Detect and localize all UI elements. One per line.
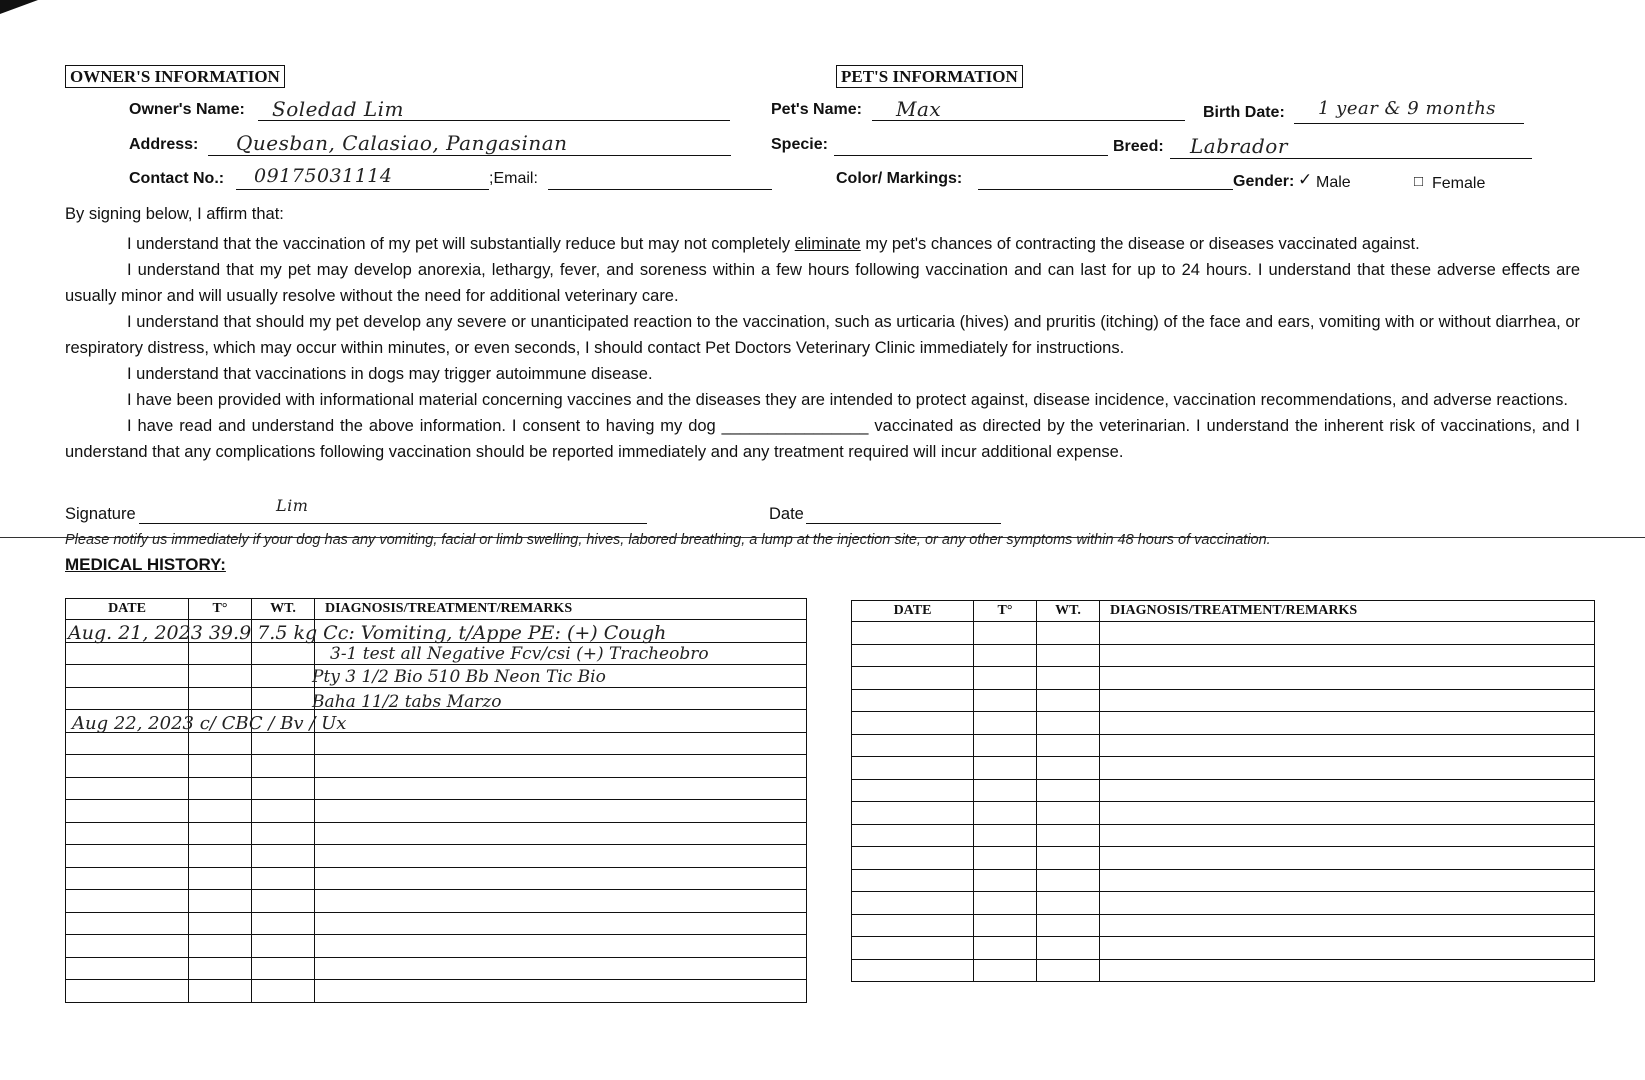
table-row (66, 890, 807, 913)
birth-date-line (1294, 123, 1524, 124)
table-cell (1100, 824, 1595, 847)
table-row (66, 980, 807, 1003)
table-cell (1037, 847, 1100, 870)
table-cell (252, 777, 315, 800)
column-header-weight: WT. (252, 599, 315, 620)
color-markings-line (978, 189, 1233, 190)
table-cell (852, 779, 974, 802)
medical-entry: Pty 3 1/2 Bio 510 Bb Neon Tic Bio (312, 667, 606, 687)
table-cell (852, 712, 974, 735)
table-cell (852, 667, 974, 690)
table-cell (252, 755, 315, 778)
table-cell (189, 687, 252, 710)
gender-female-checkbox[interactable]: □ (1414, 173, 1424, 190)
email-label: ;Email: (489, 170, 538, 187)
table-cell (66, 732, 189, 755)
scan-corner-mark (0, 0, 38, 14)
table-cell (315, 935, 807, 958)
table-cell (66, 980, 189, 1003)
table-cell (1037, 914, 1100, 937)
table-cell (1037, 667, 1100, 690)
table-cell (315, 822, 807, 845)
table-cell (852, 689, 974, 712)
table-cell (189, 777, 252, 800)
table-cell (252, 687, 315, 710)
table-cell (1100, 779, 1595, 802)
owner-info-heading: OWNER'S INFORMATION (65, 65, 285, 88)
consent-p4: I understand that vaccinations in dogs may trigger autoimmune disease. (127, 365, 653, 383)
consent-p3: I understand that should my pet develop any severe or unanticipated reaction to the vaccination, such as urticaria (hives) and pruritis (itching) of the face and ears, vomiting with or without diarrhea, or respiratory distress, which may occur within minutes, or even seconds, I should contact Pet Doctors Veterinary Clinic immediately for instructions. (65, 313, 1580, 357)
table-row (852, 712, 1595, 735)
table-cell (974, 847, 1037, 870)
contact-line (236, 189, 489, 190)
table-cell (1037, 892, 1100, 915)
table-cell (315, 867, 807, 890)
table-row (66, 957, 807, 980)
consent-intro: By signing below, I affirm that: (65, 205, 284, 223)
table-cell (852, 622, 974, 645)
table-row (852, 689, 1595, 712)
address-line (208, 155, 731, 156)
contact-value: 09175031114 (254, 165, 393, 187)
column-header-date: DATE (852, 601, 974, 622)
table-row (66, 845, 807, 868)
table-cell (974, 667, 1037, 690)
breed-label: Breed: (1113, 138, 1164, 155)
table-cell (1100, 802, 1595, 825)
table-cell (974, 892, 1037, 915)
table-row (66, 935, 807, 958)
table-row (66, 755, 807, 778)
table-cell (252, 800, 315, 823)
table-cell (189, 732, 252, 755)
table-cell (315, 890, 807, 913)
table-cell (1037, 734, 1100, 757)
column-header-diagnosis: DIAGNOSIS/TREATMENT/REMARKS (1100, 601, 1595, 622)
table-cell (1100, 892, 1595, 915)
table-cell (974, 734, 1037, 757)
table-cell (252, 912, 315, 935)
table-row (66, 867, 807, 890)
gender-male-label: Male (1316, 174, 1351, 191)
table-cell (1037, 757, 1100, 780)
column-header-date: DATE (66, 599, 189, 620)
table-cell (252, 845, 315, 868)
table-cell (974, 937, 1037, 960)
gender-female-label: Female (1432, 175, 1486, 192)
table-cell (1100, 914, 1595, 937)
medical-history-title: MEDICAL HISTORY: (65, 555, 226, 574)
column-header-weight: WT. (1037, 601, 1100, 622)
breed-line (1170, 158, 1532, 159)
gender-male-checkbox[interactable]: ✓ (1298, 170, 1313, 189)
table-cell (189, 980, 252, 1003)
table-cell (66, 665, 189, 688)
table-row (66, 800, 807, 823)
table-cell (1037, 937, 1100, 960)
table-cell (66, 890, 189, 913)
consent-p2: I understand that my pet may develop anorexia, lethargy, fever, and soreness within a few hours following vaccination and can last for up to 24 hours. I understand that these adverse effects are usually minor and will usually resolve without the need for additional veterinary care. (65, 261, 1580, 305)
column-header-temp: T° (189, 599, 252, 620)
table-cell (1037, 644, 1100, 667)
table-cell (852, 734, 974, 757)
table-cell (852, 892, 974, 915)
table-row (66, 912, 807, 935)
table-cell (66, 912, 189, 935)
table-cell (1100, 757, 1595, 780)
table-cell (315, 980, 807, 1003)
owner-name-label: Owner's Name: (129, 101, 245, 118)
table-cell (252, 957, 315, 980)
table-cell (252, 732, 315, 755)
table-cell (315, 957, 807, 980)
consent-paragraphs (65, 231, 1580, 465)
owner-name-value: Soledad Lim (272, 97, 405, 121)
medical-entry: 3-1 test all Negative Fcv/csi (+) Tracheobro (330, 644, 709, 664)
table-cell (974, 869, 1037, 892)
table-cell (974, 914, 1037, 937)
table-cell (1100, 644, 1595, 667)
table-cell (974, 802, 1037, 825)
address-value: Quesban, Calasiao, Pangasinan (236, 131, 568, 155)
table-cell (315, 777, 807, 800)
table-cell (189, 755, 252, 778)
date-label: Date (769, 505, 804, 523)
table-cell (1037, 824, 1100, 847)
medical-entry: Aug. 21, 2023 39.9 7.5 kg Cc: Vomiting, t/Appe PE: (+) Cough (68, 622, 667, 644)
table-cell (66, 867, 189, 890)
table-cell (315, 912, 807, 935)
table-row (852, 959, 1595, 982)
table-cell (252, 642, 315, 665)
table-row (852, 802, 1595, 825)
table-cell (66, 800, 189, 823)
table-cell (1037, 712, 1100, 735)
table-cell (852, 869, 974, 892)
table-cell (974, 824, 1037, 847)
table-cell (852, 914, 974, 937)
table-cell (852, 757, 974, 780)
table-cell (1037, 959, 1100, 982)
table-row (852, 937, 1595, 960)
table-cell (315, 755, 807, 778)
post-vaccination-notice: Please notify us immediately if your dog has any vomiting, facial or limb swelling, hives, labored breathing, a lump at the injection site, or any other symptoms within 48 hours of vaccination. (65, 532, 1271, 548)
table-cell (315, 845, 807, 868)
table-row (852, 644, 1595, 667)
table-cell (189, 665, 252, 688)
table-cell (252, 867, 315, 890)
address-label: Address: (129, 136, 199, 153)
signature-value: Lim (276, 496, 309, 515)
table-row (66, 777, 807, 800)
table-cell (189, 845, 252, 868)
birth-date-value: 1 year & 9 months (1318, 98, 1497, 119)
table-cell (852, 847, 974, 870)
table-cell (1037, 802, 1100, 825)
table-cell (1100, 689, 1595, 712)
table-cell (852, 959, 974, 982)
pet-name-label: Pet's Name: (771, 101, 862, 118)
table-cell (252, 890, 315, 913)
table-cell (974, 644, 1037, 667)
table-cell (1100, 959, 1595, 982)
table-cell (974, 757, 1037, 780)
table-cell (189, 800, 252, 823)
table-cell (852, 937, 974, 960)
table-cell (1037, 622, 1100, 645)
table-cell (66, 642, 189, 665)
signature-line (139, 523, 647, 524)
table-cell (66, 755, 189, 778)
column-header-temp: T° (974, 601, 1037, 622)
table-cell (1100, 667, 1595, 690)
signature-label: Signature (65, 505, 136, 523)
column-header-diagnosis: DIAGNOSIS/TREATMENT/REMARKS (315, 599, 807, 620)
table-cell (252, 822, 315, 845)
table-cell (852, 824, 974, 847)
table-cell (315, 732, 807, 755)
table-header-row (66, 599, 807, 620)
email-line (548, 189, 772, 190)
table-cell (189, 867, 252, 890)
table-cell (1100, 847, 1595, 870)
table-row (66, 822, 807, 845)
table-header-row (852, 601, 1595, 622)
table-row (66, 732, 807, 755)
medical-entry: Aug 22, 2023 c/ CBC / Bv / Ux (72, 713, 347, 734)
table-row (852, 622, 1595, 645)
table-row (852, 824, 1595, 847)
table-cell (1100, 734, 1595, 757)
table-cell (974, 622, 1037, 645)
table-row (852, 667, 1595, 690)
date-line (806, 523, 1001, 524)
color-markings-label: Color/ Markings: (836, 170, 963, 187)
table-row (852, 734, 1595, 757)
table-cell (189, 642, 252, 665)
consent-p5: I have been provided with informational material concerning vaccines and the diseases they are intended to protect against, disease incidence, vaccination recommendations, and adverse reactions. (127, 391, 1568, 409)
birth-date-label: Birth Date: (1203, 104, 1285, 121)
specie-line (834, 155, 1108, 156)
table-cell (1100, 712, 1595, 735)
medical-entry: Baha 11/2 tabs Marzo (312, 692, 502, 712)
pet-name-value: Max (896, 97, 942, 121)
table-cell (974, 959, 1037, 982)
table-cell (1100, 869, 1595, 892)
table-row (852, 757, 1595, 780)
table-cell (974, 712, 1037, 735)
consent-p6: I have read and understand the above information. I consent to having my dog ________________ vaccinated as directed by the veterinarian. I understand the inherent risk of vaccinations, and I understand that any complications following vaccination should be reported immediately and any treatment required will incur additional expense. (65, 417, 1580, 461)
table-cell (1100, 937, 1595, 960)
pet-info-heading: PET'S INFORMATION (836, 65, 1023, 88)
table-cell (1100, 622, 1595, 645)
table-cell (315, 800, 807, 823)
gender-label: Gender: (1233, 173, 1295, 190)
table-cell (189, 890, 252, 913)
table-cell (1037, 869, 1100, 892)
table-cell (189, 935, 252, 958)
table-cell (1037, 689, 1100, 712)
table-cell (852, 802, 974, 825)
table-cell (252, 980, 315, 1003)
table-row (852, 892, 1595, 915)
table-cell (252, 935, 315, 958)
table-cell (189, 912, 252, 935)
table-cell (974, 689, 1037, 712)
table-row (852, 914, 1595, 937)
table-cell (66, 777, 189, 800)
table-row (852, 779, 1595, 802)
table-cell (66, 845, 189, 868)
table-cell (1037, 779, 1100, 802)
table-cell (852, 644, 974, 667)
table-cell (66, 822, 189, 845)
table-row (852, 847, 1595, 870)
consent-p1: I understand that the vaccination of my pet will substantially reduce but may not completely eliminate my pet's chances of contracting the disease or diseases vaccinated against. (127, 235, 1420, 253)
table-cell (66, 687, 189, 710)
table-cell (315, 710, 807, 733)
contact-label: Contact No.: (129, 170, 225, 187)
table-cell (66, 935, 189, 958)
table-cell (189, 957, 252, 980)
breed-value: Labrador (1190, 134, 1288, 158)
table-cell (974, 779, 1037, 802)
table-row (852, 869, 1595, 892)
table-cell (66, 957, 189, 980)
table-cell (252, 665, 315, 688)
medical-history-table-right (851, 600, 1595, 982)
table-cell (189, 822, 252, 845)
specie-label: Specie: (771, 136, 828, 153)
